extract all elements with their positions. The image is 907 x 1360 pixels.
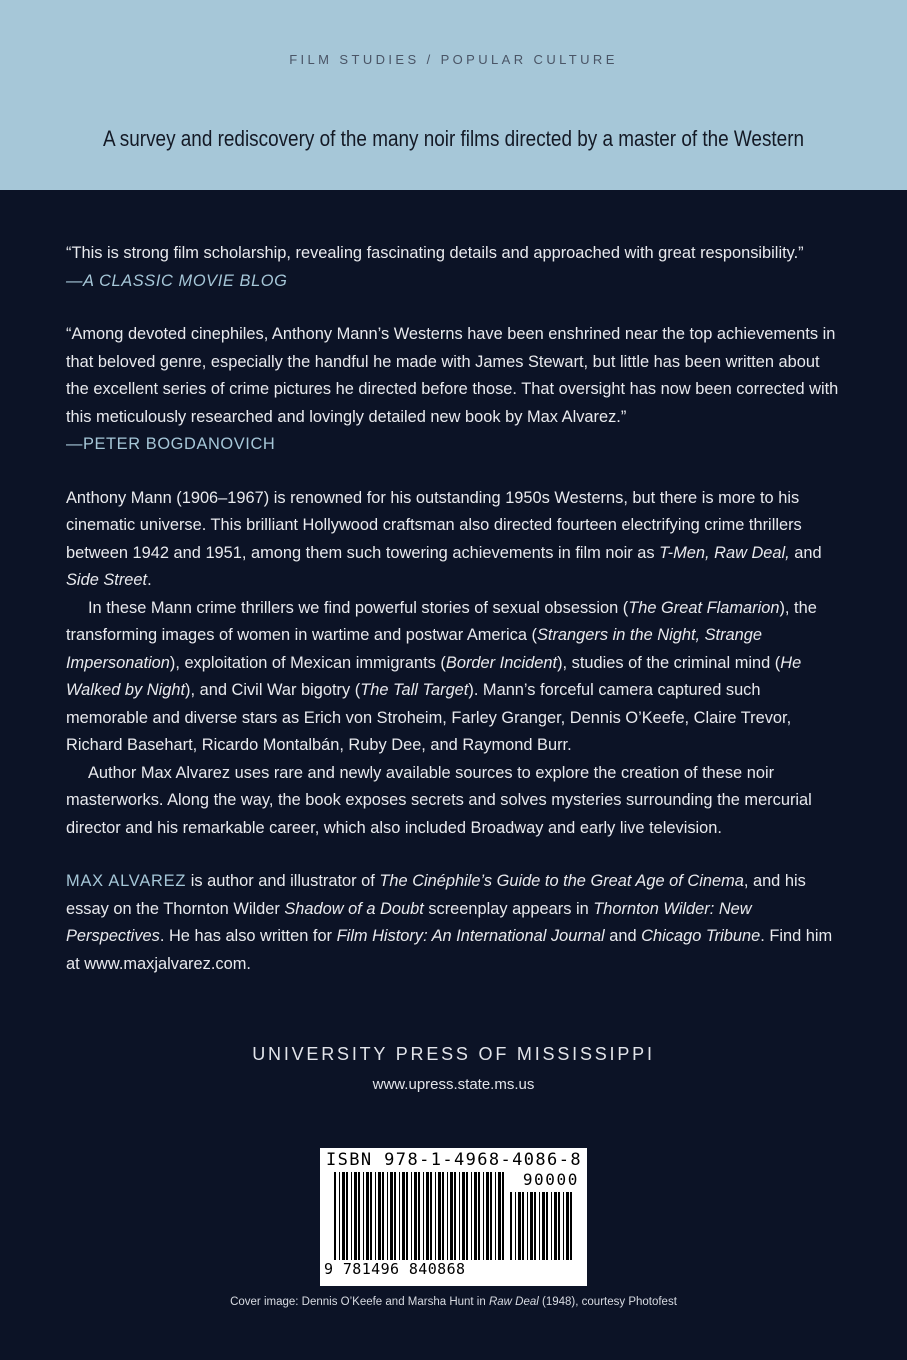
barcode-bar [483,1172,484,1260]
barcode-bar [527,1192,528,1260]
isbn-barcode [320,1148,587,1286]
barcode-bar [563,1192,564,1260]
barcode-bar [502,1172,504,1260]
barcode-bar [390,1172,393,1260]
description-paragraph-1: Anthony Mann (1906–1967) is renowned for his outstanding 1950s Westerns, but there is more to his cinematic universe. This brilliant Hollywood craftsman also directed fourteen electrifying crime thrillers between 1942 and 1951, among them such towering achievements in film noir as T-Men, Raw Deal, and Side Street. [66,488,822,589]
barcode-bar [370,1172,372,1260]
blurb-1-attribution: —A CLASSIC MOVIE BLOG [66,271,288,290]
barcode-bar [510,1192,512,1260]
barcode-bar [435,1172,436,1260]
barcode-bar [402,1172,405,1260]
barcode-bar [551,1192,552,1260]
barcode-bar [474,1172,477,1260]
barcode-bar [375,1172,376,1260]
barcode-bar [495,1172,496,1260]
tagline: A survey and rediscovery of the many noir films directed by a master of the Western [102,126,805,151]
barcode-bar [518,1192,521,1260]
barcode-bar [430,1172,432,1260]
barcode-bar [414,1172,417,1260]
barcode-bar [558,1192,560,1260]
barcode-bar [378,1172,381,1260]
barcode-bar [387,1172,388,1260]
barcode-bar [447,1172,448,1260]
barcode-bar [542,1192,545,1260]
blurb-1 [66,240,843,295]
barcode-bar [358,1172,360,1260]
barcode-bar [423,1172,424,1260]
barcode-bar [522,1192,524,1260]
publisher-website: www.upress.state.ms.us [372,1076,535,1093]
barcode-bar [334,1172,336,1260]
blurb-2 [66,321,843,459]
barcode-bar [399,1172,400,1260]
barcode-bar [454,1172,456,1260]
description [66,485,843,843]
barcode-bar [570,1192,572,1260]
barcode-bar [466,1172,468,1260]
barcode-bar [394,1172,396,1260]
blurb-2-text: “Among devoted cinephiles, Anthony Mann’s Westerns have been enshrined near the top achievements in that beloved genre, especially the handful he made with James Stewart, but little has been written about the excellent series of crime pictures he directed before those. That oversight has now been corrected with this meticulously researched and lovingly detailed new book by Max Alvarez.” [66,325,839,426]
barcode-bar [539,1192,540,1260]
blurb-2-attribution: —PETER BOGDANOVICH [66,435,276,453]
barcode-bar [406,1172,408,1260]
barcode-bar [554,1192,557,1260]
barcode-bar [426,1172,429,1260]
barcode-bar [459,1172,460,1260]
description-paragraph-3: Author Max Alvarez uses rare and newly available sources to explore the creation of these noir masterworks. Along the way, the book exposes secrets and solves mysteries surrounding the mercurial director and his remarkable career, which also included Broadway and early live television. [66,763,812,837]
ean-number: 9 781496 840868 [324,1260,466,1278]
cover-credit: Cover image: Dennis O’Keefe and Marsha Hunt in Raw Deal (1948), courtesy Photofest [230,1296,677,1308]
ean-barcode-bars [334,1172,506,1260]
publisher-name: UNIVERSITY PRESS OF MISSISSIPPI [252,1044,655,1064]
barcode-bar [486,1172,489,1260]
blurb-1-text: “This is strong film scholarship, revealing fascinating details and approached with great responsibility.” [66,244,804,262]
category-label: FILM STUDIES / POPULAR CULTURE [289,52,618,67]
barcode-bar [490,1172,492,1260]
barcode-bar [478,1172,480,1260]
isbn-label: ISBN 978-1-4968-4086-8 [326,1150,582,1170]
barcode-bar [342,1172,345,1260]
barcode-bar [418,1172,420,1260]
price-addon-code: 90000 [522,1170,579,1189]
barcode-bar [354,1172,357,1260]
barcode-bar [498,1172,501,1260]
barcode-bar [438,1172,441,1260]
addon-barcode-bars [510,1192,578,1260]
back-cover-text [66,240,843,978]
barcode-bar [339,1172,340,1260]
barcode-bar [546,1192,548,1260]
header-band [0,0,907,190]
barcode-bar [442,1172,444,1260]
barcode-bar [382,1172,384,1260]
description-paragraph-2: In these Mann crime thrillers we find powerful stories of sexual obsession (The Great Flamarion), the transforming images of women in wartime and postwar America (Strangers in the Night, Strange Impersonation), exploitation of Mexican immigrants (Border Incident), studies of the criminal mind (He Walked by Night), and Civil War bigotry (The Tall Target). Mann’s forceful camera captured such memorable and diverse stars as Erich von Stroheim, Farley Granger, Dennis O’Keefe, Claire Trevor, Richard Basehart, Ricardo Montalbán, Ruby Dee, and Raymond Burr. [66,598,817,754]
barcode-bar [411,1172,412,1260]
barcode-bar [366,1172,369,1260]
barcode-bar [363,1172,364,1260]
barcode-bar [566,1192,569,1260]
barcode-bar [530,1192,533,1260]
barcode-bar [462,1172,465,1260]
barcode-bar [346,1172,348,1260]
barcode-bar [351,1172,352,1260]
barcode-bar [471,1172,472,1260]
author-name: MAX ALVAREZ [66,872,187,890]
author-bio: MAX ALVAREZ is author and illustrator of The Cinéphile’s Guide to the Great Age of Cinema, and his essay on the Thornton Wilder Shadow of a Doubt screenplay appears in Thornton Wilder: New Perspectives. He has also written for Film History: An International Journal and Chicago Tribune. Find him at www.maxjalvarez.com. [66,872,833,973]
barcode-bar [515,1192,516,1260]
barcode-bar [534,1192,536,1260]
barcode-bar [450,1172,453,1260]
